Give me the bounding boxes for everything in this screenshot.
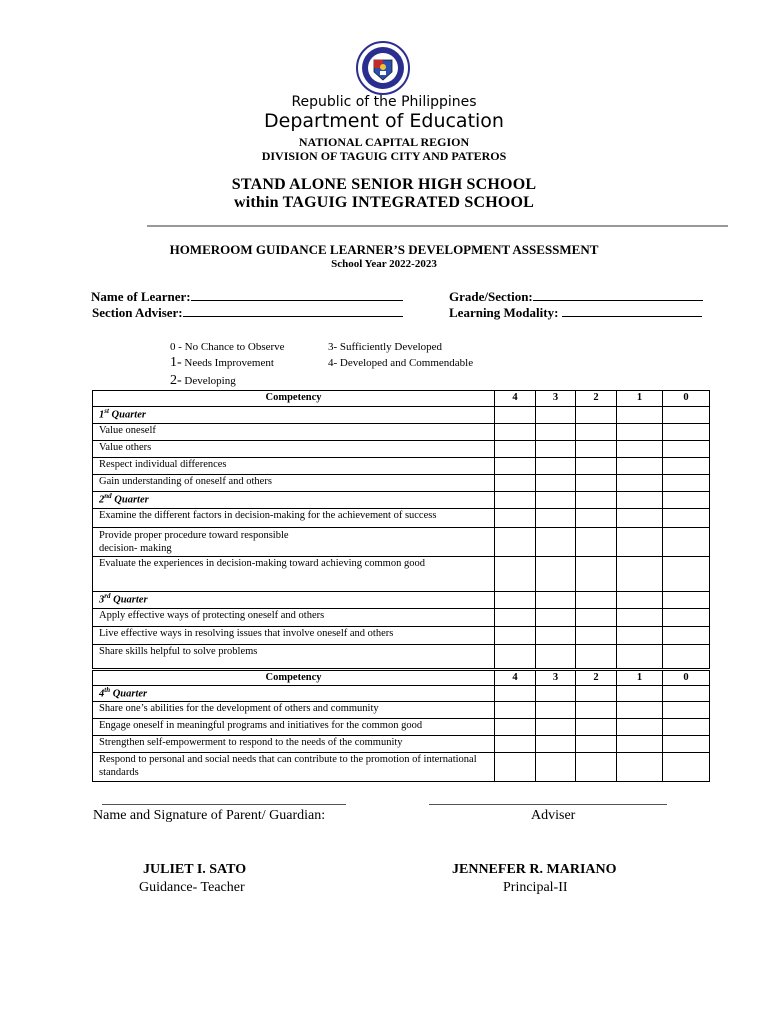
table-row: [93, 458, 710, 475]
rating-cell[interactable]: [663, 528, 710, 557]
rating-cell[interactable]: [663, 557, 710, 592]
quarter-4-row: [93, 686, 710, 702]
quarter-1-row: [93, 407, 710, 424]
rating-cell[interactable]: [495, 424, 536, 441]
competency-text: Examine the different factors in decision-making for the achievement of success: [93, 509, 495, 528]
header-divider: [147, 225, 728, 227]
rating-cell[interactable]: [495, 509, 536, 528]
rating-cell[interactable]: [536, 701, 576, 718]
table-row: [93, 424, 710, 441]
rating-cell[interactable]: [536, 718, 576, 735]
rating-cell[interactable]: [617, 528, 663, 557]
rating-cell[interactable]: [576, 752, 617, 781]
table-row: [93, 701, 710, 718]
principal-title: Principal-II: [503, 880, 568, 895]
competency-text: Live effective ways in resolving issues that involve oneself and others: [93, 627, 495, 645]
rating-cell[interactable]: [576, 458, 617, 475]
rating-cell[interactable]: [576, 735, 617, 752]
rating-cell[interactable]: [495, 627, 536, 645]
adviser-signature-line[interactable]: [429, 804, 667, 805]
competency-text: Strengthen self-empowerment to respond to the needs of the community: [93, 735, 495, 752]
rating-cell[interactable]: [576, 509, 617, 528]
table-row: [93, 645, 710, 669]
quarter-3-row: [93, 592, 710, 609]
rating-cell[interactable]: [663, 475, 710, 492]
learning-modality-blank[interactable]: [562, 303, 702, 317]
quarter-4-label: 4th Quarter: [93, 686, 495, 702]
rating-cell[interactable]: [576, 627, 617, 645]
name-of-learner-blank[interactable]: [191, 287, 403, 301]
rating-0-header: 0: [663, 391, 710, 407]
deped-seal-logo: [343, 40, 423, 96]
rating-2-header-2: 2: [576, 671, 617, 686]
rating-cell[interactable]: [663, 735, 710, 752]
rating-cell[interactable]: [617, 509, 663, 528]
rating-cell[interactable]: [536, 557, 576, 592]
rating-cell[interactable]: [663, 752, 710, 781]
school-year: School Year 2022-2023: [331, 258, 437, 270]
rating-cell[interactable]: [617, 441, 663, 458]
division-text: DIVISION OF TAGUIG CITY AND PATEROS: [261, 149, 507, 163]
rating-cell[interactable]: [617, 609, 663, 627]
competency-text: Gain understanding of oneself and others: [93, 475, 495, 492]
rating-cell[interactable]: [663, 718, 710, 735]
rating-cell[interactable]: [576, 701, 617, 718]
quarter-2-label: 2nd Quarter: [93, 492, 495, 509]
guidance-teacher-title: Guidance- Teacher: [139, 880, 245, 895]
rating-cell[interactable]: [663, 701, 710, 718]
department-text: Department of Education: [264, 110, 504, 132]
rating-cell[interactable]: [536, 609, 576, 627]
rating-2-header: 2: [576, 391, 617, 407]
competency-text: Provide proper procedure toward responsible decision- making: [93, 528, 495, 557]
competency-text: Engage oneself in meaningful programs and initiatives for the common good: [93, 718, 495, 735]
rating-cell[interactable]: [576, 424, 617, 441]
grade-section-blank[interactable]: [533, 287, 703, 301]
assessment-table-1: [92, 390, 710, 669]
competency-text: Share skills helpful to solve problems: [93, 645, 495, 669]
competency-header: Competency: [93, 391, 495, 407]
rating-cell[interactable]: [663, 645, 710, 669]
school-name-line2: within TAGUIG INTEGRATED SCHOOL: [233, 194, 535, 211]
rating-cell[interactable]: [495, 441, 536, 458]
table-row: [93, 718, 710, 735]
rating-cell[interactable]: [617, 458, 663, 475]
school-name-line1: STAND ALONE SENIOR HIGH SCHOOL: [231, 176, 537, 193]
table-row: [93, 627, 710, 645]
section-adviser-blank[interactable]: [183, 303, 403, 317]
principal-name: JENNEFER R. MARIANO: [452, 862, 617, 877]
table-row: [93, 752, 710, 781]
quarter-3-label: 3rd Quarter: [93, 592, 495, 609]
rating-cell[interactable]: [536, 645, 576, 669]
region-text: NATIONAL CAPITAL REGION: [298, 135, 470, 149]
rating-cell[interactable]: [495, 752, 536, 781]
competency-text: Apply effective ways of protecting oneself and others: [93, 609, 495, 627]
legend-2: 2- Developing: [170, 373, 236, 388]
rating-cell[interactable]: [617, 645, 663, 669]
rating-cell[interactable]: [576, 718, 617, 735]
rating-cell[interactable]: [495, 458, 536, 475]
rating-cell[interactable]: [495, 645, 536, 669]
section-adviser-field[interactable]: [92, 303, 403, 321]
competency-text: Respond to personal and social needs that can contribute to the promotion of international standards: [93, 752, 495, 781]
rating-0-header-2: 0: [663, 671, 710, 686]
rating-3-header-2: 3: [536, 671, 576, 686]
table-row: [93, 441, 710, 458]
table-row: [93, 509, 710, 528]
rating-1-header: 1: [617, 391, 663, 407]
adviser-signature-label: Adviser: [531, 808, 576, 823]
rating-cell[interactable]: [617, 735, 663, 752]
legend-4: 4- Developed and Commendable: [328, 357, 474, 369]
rating-cell[interactable]: [663, 509, 710, 528]
section-adviser-label: Section Adviser:: [92, 305, 183, 320]
rating-cell[interactable]: [495, 701, 536, 718]
rating-cell[interactable]: [495, 557, 536, 592]
rating-cell[interactable]: [663, 627, 710, 645]
competency-text: Evaluate the experiences in decision-making toward achieving common good: [93, 557, 495, 592]
rating-cell[interactable]: [617, 701, 663, 718]
table-header-row: [93, 391, 710, 407]
form-title: HOMEROOM GUIDANCE LEARNER’S DEVELOPMENT ASSESSMENT: [169, 242, 599, 257]
learning-modality-field[interactable]: [449, 303, 702, 321]
rating-cell[interactable]: [536, 458, 576, 475]
rating-cell[interactable]: [536, 475, 576, 492]
republic-text: Republic of the Philippines: [291, 94, 477, 110]
name-of-learner-label: Name of Learner:: [91, 289, 191, 304]
legend-3: 3- Sufficiently Developed: [328, 341, 443, 353]
rating-cell[interactable]: [617, 718, 663, 735]
competency-text: Value oneself: [93, 424, 495, 441]
quarter-1-label: 1st Quarter: [93, 407, 495, 424]
guidance-teacher-name: JULIET I. SATO: [143, 862, 247, 877]
competency-text: Share one’s abilities for the development of others and community: [93, 701, 495, 718]
rating-4-header-2: 4: [495, 671, 536, 686]
legend-1: 1- Needs Improvement: [170, 355, 274, 370]
rating-cell[interactable]: [663, 441, 710, 458]
table-row: [93, 735, 710, 752]
rating-cell[interactable]: [576, 475, 617, 492]
grade-section-label: Grade/Section:: [449, 289, 533, 304]
table-header-row-2: [93, 671, 710, 686]
rating-1-header-2: 1: [617, 671, 663, 686]
table-row: [93, 528, 710, 557]
quarter-2-row: [93, 492, 710, 509]
rating-cell[interactable]: [536, 528, 576, 557]
rating-cell[interactable]: [536, 735, 576, 752]
rating-cell[interactable]: [576, 528, 617, 557]
rating-cell[interactable]: [495, 735, 536, 752]
rating-cell[interactable]: [495, 475, 536, 492]
rating-cell[interactable]: [576, 645, 617, 669]
rating-cell[interactable]: [536, 424, 576, 441]
rating-cell[interactable]: [536, 752, 576, 781]
table-row: [93, 557, 710, 592]
rating-cell[interactable]: [495, 609, 536, 627]
rating-cell[interactable]: [576, 441, 617, 458]
rating-4-header: 4: [495, 391, 536, 407]
rating-cell[interactable]: [617, 752, 663, 781]
rating-cell[interactable]: [536, 627, 576, 645]
parent-signature-label: Name and Signature of Parent/ Guardian:: [93, 808, 326, 823]
competency-header-2: Competency: [93, 671, 495, 686]
table-row: [93, 609, 710, 627]
rating-cell[interactable]: [663, 458, 710, 475]
rating-cell[interactable]: [576, 609, 617, 627]
parent-signature-line[interactable]: [102, 804, 346, 805]
learning-modality-label: Learning Modality:: [449, 305, 559, 320]
competency-text: Value others: [93, 441, 495, 458]
rating-cell[interactable]: [495, 528, 536, 557]
rating-cell[interactable]: [576, 557, 617, 592]
legend-0: 0 - No Chance to Observe: [170, 341, 285, 353]
rating-cell[interactable]: [495, 718, 536, 735]
competency-text: Respect individual differences: [93, 458, 495, 475]
rating-cell[interactable]: [663, 424, 710, 441]
rating-cell[interactable]: [536, 441, 576, 458]
rating-cell[interactable]: [617, 475, 663, 492]
rating-cell[interactable]: [663, 609, 710, 627]
rating-3-header: 3: [536, 391, 576, 407]
table-row: [93, 475, 710, 492]
rating-cell[interactable]: [617, 557, 663, 592]
rating-cell[interactable]: [617, 424, 663, 441]
assessment-table-2: [92, 670, 710, 782]
rating-cell[interactable]: [617, 627, 663, 645]
rating-cell[interactable]: [536, 509, 576, 528]
